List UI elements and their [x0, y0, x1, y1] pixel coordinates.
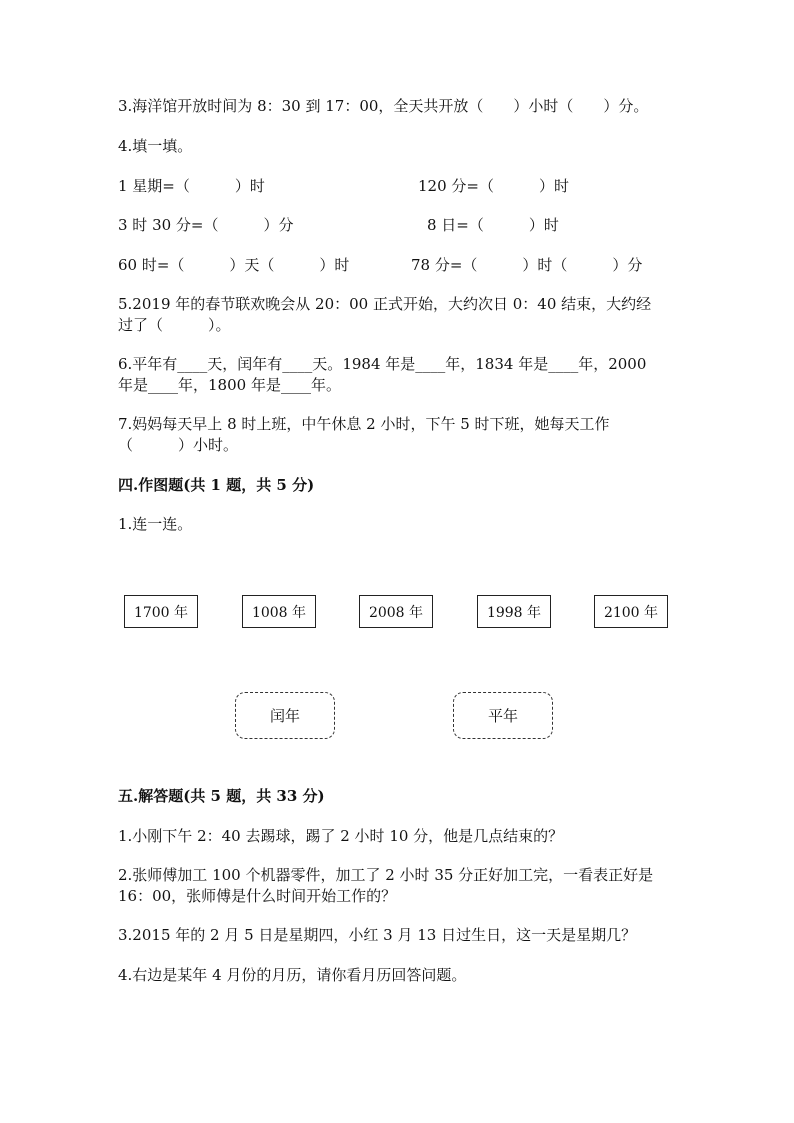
- fill-row3-left: 60 时=（ ）天（ ）时: [118, 256, 350, 274]
- section-5-q3: 3.2015 年的 2 月 5 日是星期四，小红 3 月 13 日过生日，这一天是星期几？: [118, 926, 637, 944]
- year-box-2100: 2100 年: [594, 595, 668, 628]
- question-6-line1: 6.平年有____天，闰年有____天。1984 年是____年，1834 年是____年，2000: [118, 355, 647, 373]
- fill-row3-right: 78 分=（ ）时（ ）分: [411, 256, 643, 274]
- question-3: 3.海洋馆开放时间为 8：30 到 17：00，全天共开放（ ）小时（ ）分。: [118, 97, 649, 115]
- leap-year-box: 闰年: [235, 692, 335, 739]
- section-5-q2-line2: 16：00，张师傅是什么时间开始工作的？: [118, 887, 397, 905]
- section-5-q2-line1: 2.张师傅加工 100 个机器零件，加工了 2 小时 35 分正好加工完，一看表正好是: [118, 866, 654, 884]
- year-box-1008: 1008 年: [242, 595, 316, 628]
- section-4-q1: 1.连一连。: [118, 515, 193, 533]
- question-7-line1: 7.妈妈每天早上 8 时上班，中午休息 2 小时，下午 5 时下班，她每天工作: [118, 415, 610, 433]
- year-box-1700: 1700 年: [124, 595, 198, 628]
- common-year-box: 平年: [453, 692, 553, 739]
- section-5-q4: 4.右边是某年 4 月份的月历，请你看月历回答问题。: [118, 966, 467, 984]
- question-5-line1: 5.2019 年的春节联欢晚会从 20：00 正式开始，大约次日 0：40 结束，大约经: [118, 295, 652, 313]
- question-5-line2: 过了（ ）。: [118, 316, 231, 334]
- section-5-q1: 1.小刚下午 2：40 去踢球，踢了 2 小时 10 分，他是几点结束的？: [118, 827, 564, 845]
- year-box-2008: 2008 年: [359, 595, 433, 628]
- fill-row1-left: 1 星期=（ ）时: [118, 177, 265, 195]
- question-6-line2: 年是____年，1800 年是____年。: [118, 376, 341, 394]
- question-7-line2: （ ）小时。: [118, 436, 239, 454]
- section-5-title: 五.解答题(共 5 题，共 33 分): [118, 787, 325, 805]
- fill-row2-left: 3 时 30 分=（ ）分: [118, 216, 294, 234]
- year-box-1998: 1998 年: [477, 595, 551, 628]
- fill-row1-right: 120 分=（ ）时: [418, 177, 569, 195]
- fill-row2-right: 8 日=（ ）时: [427, 216, 559, 234]
- section-4-title: 四.作图题(共 1 题，共 5 分): [118, 476, 315, 494]
- question-4-title: 4.填一填。: [118, 137, 193, 155]
